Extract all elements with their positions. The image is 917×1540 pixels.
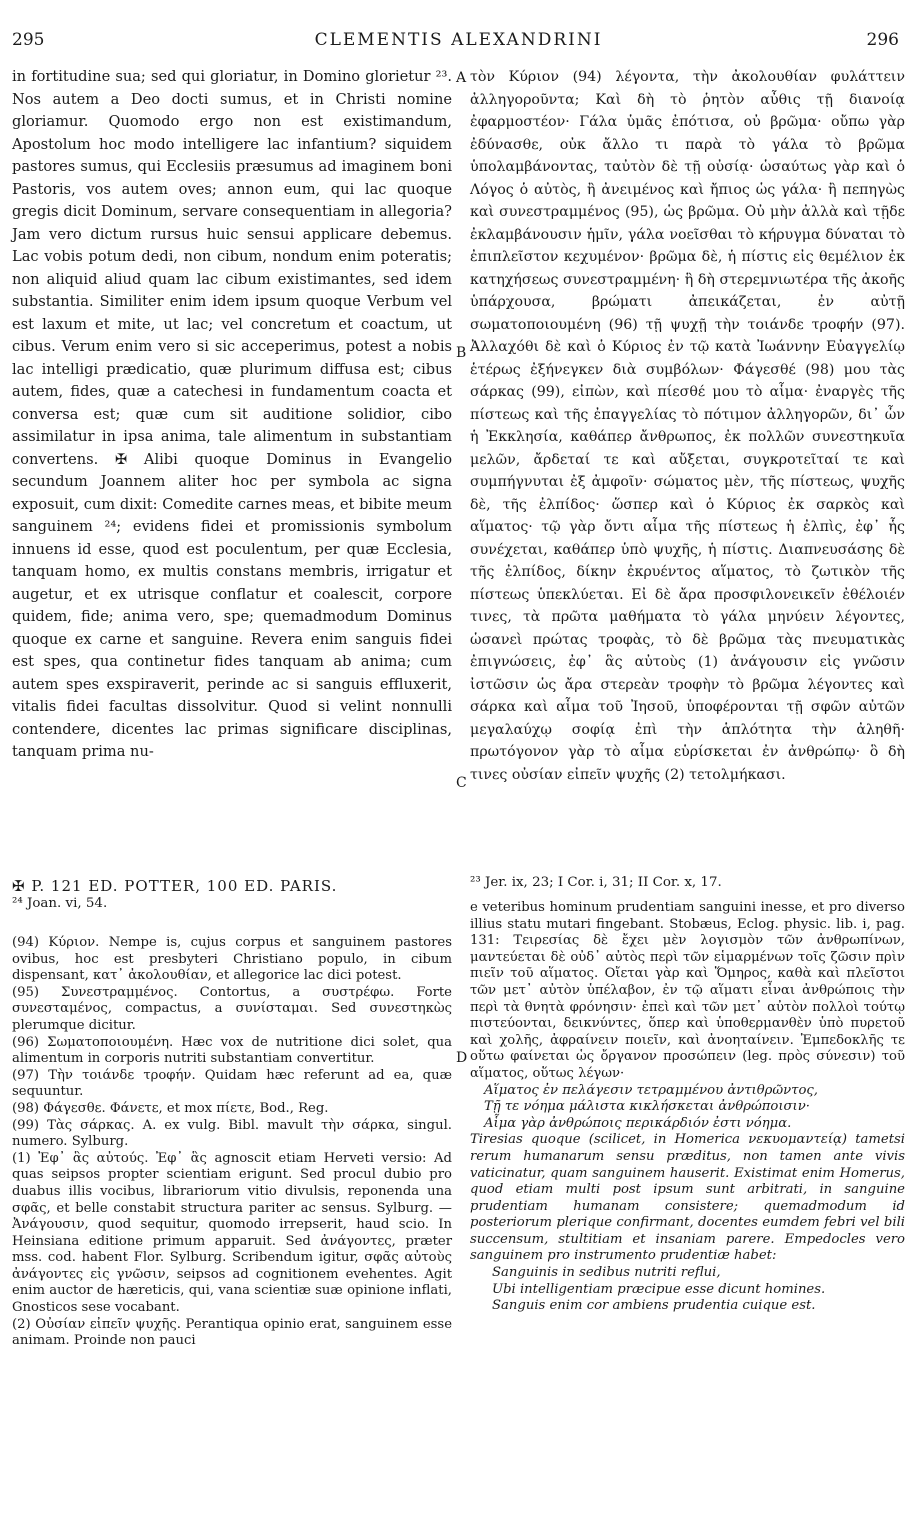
note-95: (95) Συνεστραμμένος. Contortus, a συστρέφω. Forte συνεσταμένος, compactus, a συνίσταμαι. Sed συνεστηκὼς plerumque dicitur. (12, 984, 452, 1033)
notes-right (470, 900, 905, 1315)
latin-verse-line: Sanguinis in sedibus nutriti reflui, (492, 1265, 721, 1281)
greek-body-text: τὸν Κύριον (94) λέγοντα, τὴν ἀκολουθίαν φυλάττειν ἀλληγοροῦντα; Καὶ δὴ τὸ ῥητὸν αὖθις τῇ διανοίᾳ ἐφαρμοστέον· Γάλα ὑμᾶς ἐπότισα, οὐ βρῶμα· οὔπω γὰρ ἐδύνασθε, οὐκ ἄλλο τι παρὰ τὸ γάλα τὸ βρῶμα ὑπολαμβάνοντας, ταὐτὸν δὲ τῇ οὐσίᾳ· ὡσαύτως γὰρ καὶ ὁ Λόγος ὁ αὐτὸς, ἢ ἀνειμένος καὶ ἤπιος ὡς γάλα· ἢ πεπηγὼς καὶ συνεστραμμένος (95), ὡς βρῶμα. Οὐ μὴν ἀλλὰ καὶ τῇδε ἐκλαμβάνουσιν ἡμῖν, γάλα νοεῖσθαι τὸ κήρυγμα δύναται τὸ ἐπιπλεῖστον κεχυμένον· βρῶμα δὲ, ἡ πίστις εἰς θεμέλιον ἐκ κατηχήσεως συνεστραμμένη· ἣ δὴ στερεμνιωτέρα τῆς ἀκοῆς ὑπάρχουσα, βρώματι ἀπεικάζεται, ἐν αὐτῇ σωματοποιουμένη (96) τῇ ψυχῇ τὴν τοιάνδε τροφήν (97). Ἀλλαχόθι δὲ καὶ ὁ Κύριος ἐν τῷ κατὰ Ἰωάννην Εὐαγγελίῳ ἑτέρως ἐξήνεγκεν διὰ συμβόλων· Φάγεσθέ (98) μου τὰς σάρκας (99), εἰπὼν, καὶ πίεσθέ μου τὸ αἷμα· ἐναργὲς τῆς πίστεως καὶ τῆς ἐπαγγελίας τὸ πότιμον ἀλληγορῶν, δι᾽ ὧν ἡ Ἐκκλησία, καθάπερ ἄνθρωπος, ἐκ πολλῶν συνεστηκυῖα μελῶν, ἄρδεταί τε καὶ αὔξεται, συγκροτεῖταί τε καὶ συμπήγνυται ἐξ ἀμφοῖν· σώματος μὲν, τῆς πίστεως, ψυχῆς δὲ, τῆς ἐλπίδος· ὥσπερ καὶ ὁ Κύριος ἐκ σαρκὸς καὶ αἵματος· τῷ γὰρ ὄντι αἷμα τῆς πίστεως ἡ ἐλπὶς, ἐφ᾽ ἧς συνέχεται, καθάπερ ὑπὸ ψυχῆς, ἡ πίστις. Διαπνευσάσης δὲ τῆς ἐλπίδος, δίκην ἐκρυέντος αἵματος, τὸ ζωτικὸν τῆς πίστεως ὑπεκλύεται. Εἰ δὲ ἄρα προσφιλονεικεῖν ἐθέλοιέν τινες, τὰ πρῶτα μαθήματα τὸ γάλα μηνύειν λέγοντες, ὡσανεὶ πρώτας τροφὰς, τὸ δὲ βρῶμα τὰς πνευματικὰς ἐπιγνώσεις, ἐφ᾽ ἃς αὐτοὺς (1) ἀνάγουσιν εἰς γνῶσιν ἰστῶσιν ὡς ἄρα στερεὰν τροφὴν τὸ βρῶμα λέγοντες καὶ σάρκα καὶ αἷμα τοῦ Ἰησοῦ, ὑποφέρονται τῇ σφῶν αὐτῶν μεγαλαύχῳ σοφίᾳ ἐπὶ τὴν ἁπλότητα τὴν ἀληθῆ· πρωτόγονον γὰρ τὸ αἷμα εὑρίσκεται ἐν ἀνθρώπῳ· ὃ δὴ τινες οὐσίαν εἰπεῖν ψυχῆς (2) τετολμήκασι. (470, 69, 905, 783)
note-2-continuation: e veteribus hominum prudentiam sanguini inesse, et pro diverso illius statu mutari fingebant. Stobæus, Eclog. physic. lib. i, pag. 131: Τειρεσίας δὲ ἔχει μὲν λογισμὸν τῶν ἀνθρωπίνων, μαντεύεται δὲ οὐδ᾽ αὐτὸς περὶ τῶν εἱμαρμένων τοῖς ζῶσιν πρὶν πιεῖν τοῦ αἵματος. Οἴεται γὰρ καὶ Ὅμηρος, καθὰ καὶ πλεῖστοι τῶν μετ᾽ αὐτὸν ὑπέλαβον, ἐν τῷ αἵματι εἶναι ἀνθρώποις τὴν περὶ τὰ θνητὰ φρόνησιν· ἐπεὶ καὶ τῶν μετ᾽ αὐτὸν πολλοὶ τούτῳ πιστεύονται, δεικνύντες, ὅπερ καὶ ὑποθερμανθὲν ὑπὸ πυρετοῦ καὶ χολῆς, ἀφραίνειν ποιεῖν, καὶ ἀνοηταίνειν. Ἐμπεδοκλῆς τε οὕτω φαίνεται ὡς ὄργανον προσώπειν (leg. πρὸς σύνεσιν) τοῦ αἵματος, οὕτως λέγων· (470, 900, 905, 1081)
scripture-ref-left: ²⁴ Joan. vi, 54. (12, 896, 108, 911)
note-96: (96) Σωματοποιουμένη. Hæc vox de nutritione dici solet, qua alimentum in corporis nutriti substantiam convertitur. (12, 1034, 452, 1067)
running-title: CLEMENTIS ALEXANDRINI (314, 30, 603, 50)
latin-verse-line: Ubi intelligentiam præcipue esse dicunt homines. (492, 1281, 826, 1297)
edition-note: ✠ P. 121 ED. POTTER, 100 ED. PARIS. (12, 877, 338, 895)
margin-letter-d: D (456, 1050, 468, 1066)
notes-left (12, 935, 452, 1350)
page-number-left: 295 (12, 30, 45, 50)
greek-verse-line: Αἵματος ἐν πελάγεσιν τετραμμένου ἀντιθρῶντος, (484, 1082, 818, 1098)
note-2: (2) Οὐσίαν εἰπεῖν ψυχῆς. Perantiqua opinio erat, sanguinem esse animam. Proinde non pauci (12, 1316, 452, 1349)
right-footer-refs (470, 874, 905, 891)
latin-verse-line: Sanguis enim cor ambiens prudentia cuique est. (492, 1298, 816, 1314)
note-97: (97) Τὴν τοιάνδε τροφήν. Quidam hæc referunt ad ea, quæ sequuntur. (12, 1067, 452, 1100)
latin-column (12, 66, 452, 764)
greek-column (470, 66, 905, 786)
margin-letter-b: B (456, 345, 467, 361)
note-2-latin: Tiresias quoque (scilicet, in Homerica νεκυομαντείᾳ) tametsi rerum humanarum sensu præditus, non tamen ante vivis vaticinatur, quam sanguinem hauserit. Existimat enim Homerus, quod etiam multi post ipsum sunt arbitrati, in sanguine prudentiam humanam consistere; quemadmodum id posteriorum plerique confirmant, docentes eumdem febri vel bili succensum, stultitiam et insaniam parere. Empedocles vero sanguinem pro instrumento prudentiæ habet: (470, 1132, 905, 1264)
margin-letter-c: C (456, 775, 467, 791)
running-header (0, 30, 917, 60)
greek-verse-line: Τῇ τε νόημα μάλιστα κικλήσκεται ἀνθρώποισιν· (484, 1099, 810, 1115)
latin-body-text: in fortitudine sua; sed qui gloriatur, in Domino glorietur ²³. Nos autem a Deo docti sumus, et in Christi nomine gloriamur. Quomodo ergo non est existimandum, Apostolum hoc modo intelligere lac infantium? siquidem pastores sumus, qui Ecclesiis præsumus ad imaginem boni Pastoris, vos autem oves; annon eum, qui lac quoque gregis dicit Dominum, servare consequentiam in allegoria? Jam vero dictum rursus huic sensui applicare debemus. Lac vobis potum dedi, non cibum, nondum enim poteratis; non aliquid aliud quam lac cibum existimantes, sed idem substantia. Similiter enim idem ipsum quoque Verbum vel est laxum et mite, ut lac; vel concretum et coactum, ut cibus. Verum enim vero si sic acceperimus, potest a nobis lac intelligi prædicatio, quæ plurimum diffusa est; cibus autem, fides, quæ a catechesi in fundamentum coacta et conversa est; quæ cum sit auditione solidior, cibo assimilatur in ipsa anima, tale alimentum in substantiam convertens. ✠ Alibi quoque Dominus in Evangelio secundum Joannem aliter hoc per symbola ac signa exposuit, cum dixit: Comedite carnes meas, et bibite meum sanguinem ²⁴; evidens fidei et promissionis symbolum innuens id esse, quod est poculentum, per quæ Ecclesia, tanquam homo, ex multis constans membris, irrigatur et augetur, et ex utrisque conflatur et coalescit, corpore quidem, fide; anima vero, spe; quemadmodum Dominus quoque ex carne et sanguine. Revera enim sanguis fidei est spes, qua continetur fides tanquam ab anima; cum autem spes exspiraverit, perinde ac si sanguis effluxerit, vitalis fidei facultas dissolvitur. Quod si velint nonnulli contendere, dicentes lac primas significare disciplinas, tanquam prima nu- (12, 68, 452, 760)
left-footer-refs (12, 878, 452, 912)
note-98: (98) Φάγεσθε. Φάνετε, et mox πίετε, Bod., Reg. (12, 1100, 329, 1116)
scripture-ref-right: ²³ Jer. ix, 23; I Cor. i, 31; II Cor. x, 17. (470, 875, 722, 890)
greek-verse-line: Αἷμα γὰρ ἀνθρώποις περικάρδιόν ἐστι νόημα. (484, 1115, 792, 1131)
note-99: (99) Τὰς σάρκας. A. ex vulg. Bibl. mavult τὴν σάρκα, singul. numero. Sylburg. (12, 1117, 452, 1150)
note-94: (94) Κύριον. Nempe is, cujus corpus et sanguinem pastores ovibus, hoc est presbyteri Christiano populo, in cibum dispensant, κατ᾽ ἀκολουθίαν, et allegorice lac dici potest. (12, 935, 452, 984)
note-1: (1) Ἐφ᾽ ἃς αὐτούς. Ἐφ᾽ ἃς agnoscit etiam Herveti versio: Ad quas seipsos propter scientiam erigunt. Sed procul dubio pro duabus illis vocibus, librariorum vitio divulsis, reponenda una σφᾶς, et belle constabit structura pariter ac sensus. Sylburg. — Ἀνάγουσιν, quod sequitur, quomodo irrepserit, haud scio. In Heinsiana editione primum apparuit. Sed ἀνάγοντες, præter mss. cod. habent Flor. Sylburg. Scribendum igitur, σφᾶς αὐτοὺς ἀνάγοντες εἰς γνῶσιν, seipsos ad cognitionem evehentes. Agit enim auctor de hæreticis, qui, vana scientiæ suæ opinione inflati, Gnosticos sese vocabant. (12, 1150, 452, 1316)
margin-letter-a: A (456, 70, 467, 86)
page-number-right: 296 (866, 30, 899, 50)
